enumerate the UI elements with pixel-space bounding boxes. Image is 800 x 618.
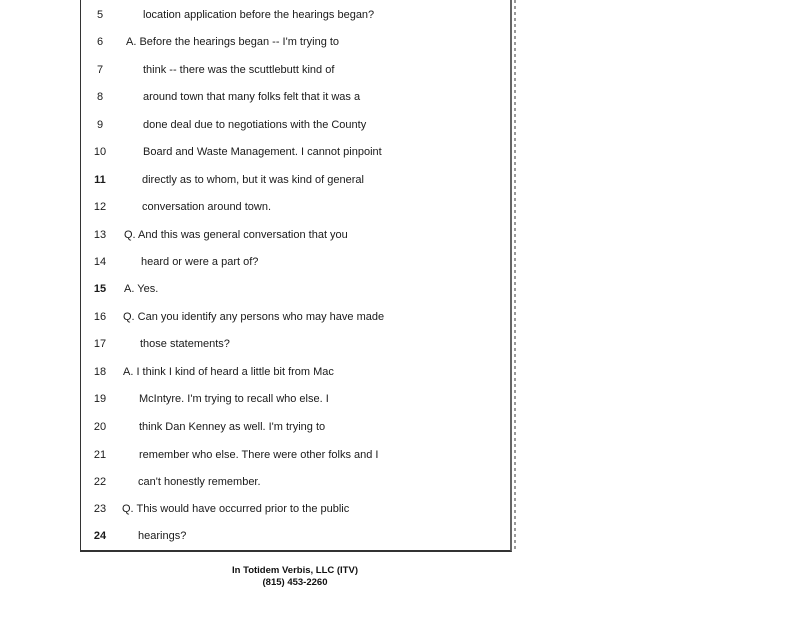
transcript-line	[81, 142, 501, 162]
line-number: 6	[96, 36, 104, 48]
line-text: conversation around town.	[142, 201, 272, 213]
line-text: McIntyre. I'm trying to recall who else. I	[139, 393, 329, 405]
line-number: 19	[93, 393, 107, 405]
transcript-line	[81, 170, 501, 190]
line-text: Q. And this was general conversation that you	[124, 229, 348, 241]
line-number: 7	[96, 64, 104, 76]
line-text: done deal due to negotiations with the County	[143, 119, 367, 131]
transcript-line	[81, 307, 501, 327]
line-number: 23	[93, 503, 107, 515]
line-number: 17	[93, 338, 107, 350]
footer-phone: (815) 453-2260	[262, 577, 328, 588]
line-text: A. Yes.	[124, 283, 159, 295]
line-number: 22	[93, 476, 107, 488]
line-text: think Dan Kenney as well. I'm trying to	[139, 421, 326, 433]
footer-company: In Totidem Verbis, LLC (ITV)	[232, 565, 358, 576]
line-number: 16	[93, 311, 107, 323]
transcript-line	[81, 252, 501, 272]
line-text: remember who else. There were other folks and I	[139, 449, 379, 461]
line-number: 21	[93, 449, 107, 461]
transcript-line	[81, 225, 501, 245]
transcript-line	[81, 334, 501, 354]
line-number: 11	[94, 174, 106, 186]
line-text: Q. This would have occurred prior to the public	[122, 503, 350, 515]
transcript-line	[81, 5, 501, 25]
transcript-line	[81, 197, 501, 217]
line-number: 9	[96, 119, 104, 131]
line-number: 20	[93, 421, 107, 433]
line-number: 12	[93, 201, 107, 213]
line-text: those statements?	[140, 338, 230, 350]
transcript-line	[81, 526, 501, 546]
line-number: 24	[93, 530, 107, 542]
transcript-line	[81, 279, 501, 299]
transcript-line	[81, 499, 501, 519]
line-text: A. I think I kind of heard a little bit from Mac	[123, 366, 334, 378]
line-text: think -- there was the scuttlebutt kind of	[143, 64, 335, 76]
transcript-line	[81, 389, 501, 409]
transcript-line	[81, 362, 501, 382]
transcript-line	[81, 87, 501, 107]
line-number: 8	[96, 91, 104, 103]
line-text: can't honestly remember.	[138, 476, 261, 488]
line-text: Board and Waste Management. I cannot pinpoint	[143, 146, 382, 158]
transcript-line	[81, 32, 501, 52]
line-text: directly as to whom, but it was kind of general	[142, 174, 364, 186]
line-number: 13	[93, 229, 107, 241]
transcript-line	[81, 417, 501, 437]
line-number: 10	[93, 146, 107, 158]
line-text: Q. Can you identify any persons who may have made	[123, 311, 385, 323]
transcript-line	[81, 115, 501, 135]
line-text: heard or were a part of?	[141, 256, 259, 268]
line-text: hearings?	[138, 530, 187, 542]
line-number: 5	[96, 9, 104, 21]
line-number: 14	[93, 256, 107, 268]
line-text: location application before the hearings began?	[143, 9, 375, 21]
line-number: 15	[93, 283, 107, 295]
transcript-line	[81, 445, 501, 465]
line-text: A. Before the hearings began -- I'm trying to	[126, 36, 340, 48]
line-number: 18	[93, 366, 107, 378]
line-text: around town that many folks felt that it was a	[143, 91, 361, 103]
transcript-line	[81, 472, 501, 492]
transcript-line	[81, 60, 501, 80]
transcript-page	[80, 0, 512, 552]
